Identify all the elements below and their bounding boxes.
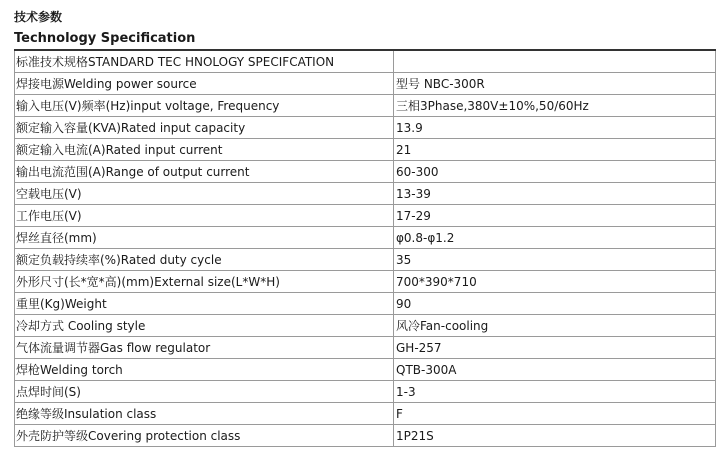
spec-label: 焊接电源Welding power source	[15, 73, 394, 95]
spec-label: 绝缘等级Insulation class	[15, 403, 394, 425]
spec-label: 外壳防护等级Covering protection class	[15, 425, 394, 447]
table-row	[15, 271, 716, 293]
table-row	[15, 249, 716, 271]
spec-value: 700*390*710	[394, 271, 716, 293]
spec-label: 空载电压(V)	[15, 183, 394, 205]
spec-label: 额定负载持续率(%)Rated duty cycle	[15, 249, 394, 271]
table-row	[15, 95, 716, 117]
spec-label: 标准技术规格STANDARD TEC HNOLOGY SPECIFCATION	[15, 50, 394, 73]
table-row	[15, 315, 716, 337]
table-row	[15, 425, 716, 447]
spec-value: 60-300	[394, 161, 716, 183]
table-row	[15, 381, 716, 403]
spec-label: 重里(Kg)Weight	[15, 293, 394, 315]
table-row	[15, 403, 716, 425]
spec-value: QTB-300A	[394, 359, 716, 381]
spec-label: 焊丝直径(mm)	[15, 227, 394, 249]
spec-value: 90	[394, 293, 716, 315]
section-title-cn: 技术参数	[14, 10, 63, 24]
spec-value: 21	[394, 139, 716, 161]
spec-label: 焊枪Welding torch	[15, 359, 394, 381]
table-row	[15, 205, 716, 227]
spec-value: 1-3	[394, 381, 716, 403]
table-row	[15, 227, 716, 249]
spec-value: 17-29	[394, 205, 716, 227]
spec-value: F	[394, 403, 716, 425]
spec-value: 35	[394, 249, 716, 271]
spec-value: GH-257	[394, 337, 716, 359]
table-row	[15, 359, 716, 381]
spec-label: 外形尺寸(长*宽*高)(mm)External size(L*W*H)	[15, 271, 394, 293]
spec-label: 冷却方式 Cooling style	[15, 315, 394, 337]
spec-value: 型号 NBC-300R	[394, 73, 716, 95]
spec-label: 输入电压(V)频率(Hz)input voltage, Frequency	[15, 95, 394, 117]
spec-value: 13-39	[394, 183, 716, 205]
spec-value: 三相3Phase,380V±10%,50/60Hz	[394, 95, 716, 117]
spec-label: 工作电压(V)	[15, 205, 394, 227]
spec-label: 输出电流范围(A)Range of output current	[15, 161, 394, 183]
table-row	[15, 183, 716, 205]
table-row	[15, 337, 716, 359]
table-row	[15, 161, 716, 183]
spec-value: 风冷Fan-cooling	[394, 315, 716, 337]
spec-label: 气体流量调节器Gas flow regulator	[15, 337, 394, 359]
table-row	[15, 117, 716, 139]
section-title-en: Technology Specification	[14, 31, 196, 46]
table-row	[15, 73, 716, 95]
table-row	[15, 293, 716, 315]
spec-label: 额定输入容量(KVA)Rated input capacity	[15, 117, 394, 139]
spec-label: 点焊时间(S)	[15, 381, 394, 403]
spec-table	[14, 49, 716, 447]
spec-value	[394, 50, 716, 73]
table-row	[15, 139, 716, 161]
spec-value: φ0.8-φ1.2	[394, 227, 716, 249]
table-row	[15, 50, 716, 73]
spec-value: 13.9	[394, 117, 716, 139]
spec-label: 额定输入电流(A)Rated input current	[15, 139, 394, 161]
spec-value: 1P21S	[394, 425, 716, 447]
